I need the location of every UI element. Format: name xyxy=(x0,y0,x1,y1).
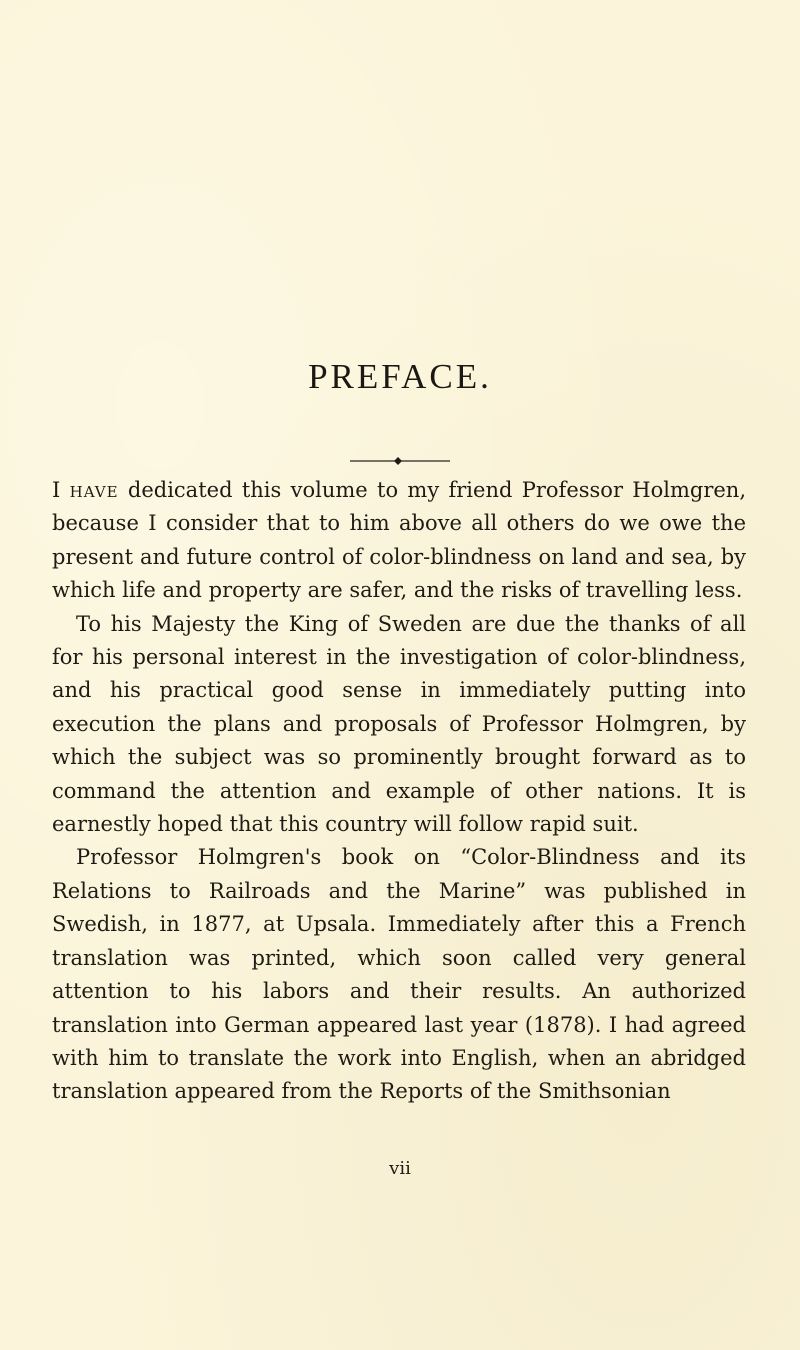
paragraph-1 xyxy=(52,474,746,608)
paragraph-1-text: dedicated this volume to my friend Professor Holmgren, because I consider that to him above all others do we owe the present and future control of color-blindness on land and sea, by which life and property are safer, and the risks of travelling less. xyxy=(52,478,746,603)
paragraph-3: Professor Holmgren's book on “Color-Blindness and its Relations to Railroads and the Marine” was published in Swedish, in 1877, at Upsala. Immediately after this a French translation was printed, which soon called very general attention to his labors and their results. An authorized translation into German appeared last year (1878). I had agreed with him to translate the work into English, when an abridged translation appeared from the Reports of the Smithsonian xyxy=(52,845,746,1104)
paragraph-2: To his Majesty the King of Sweden are due the thanks of all for his personal interest in the investigation of color-blindness, and his practical good sense in immediately putting into execution the plans and proposals of Professor Holmgren, by which the subject was so prominently brought forward as to command the attention and example of other nations. It is earnestly hoped that this country will follow rapid suit. xyxy=(52,611,746,837)
opening-initial: I xyxy=(52,478,61,502)
page-title: PREFACE. xyxy=(308,357,492,396)
opening-smallcaps-word: have xyxy=(69,478,119,502)
diamond-rule-icon xyxy=(350,455,450,467)
preface-body xyxy=(52,474,746,1109)
page-number: vii xyxy=(389,1158,411,1179)
